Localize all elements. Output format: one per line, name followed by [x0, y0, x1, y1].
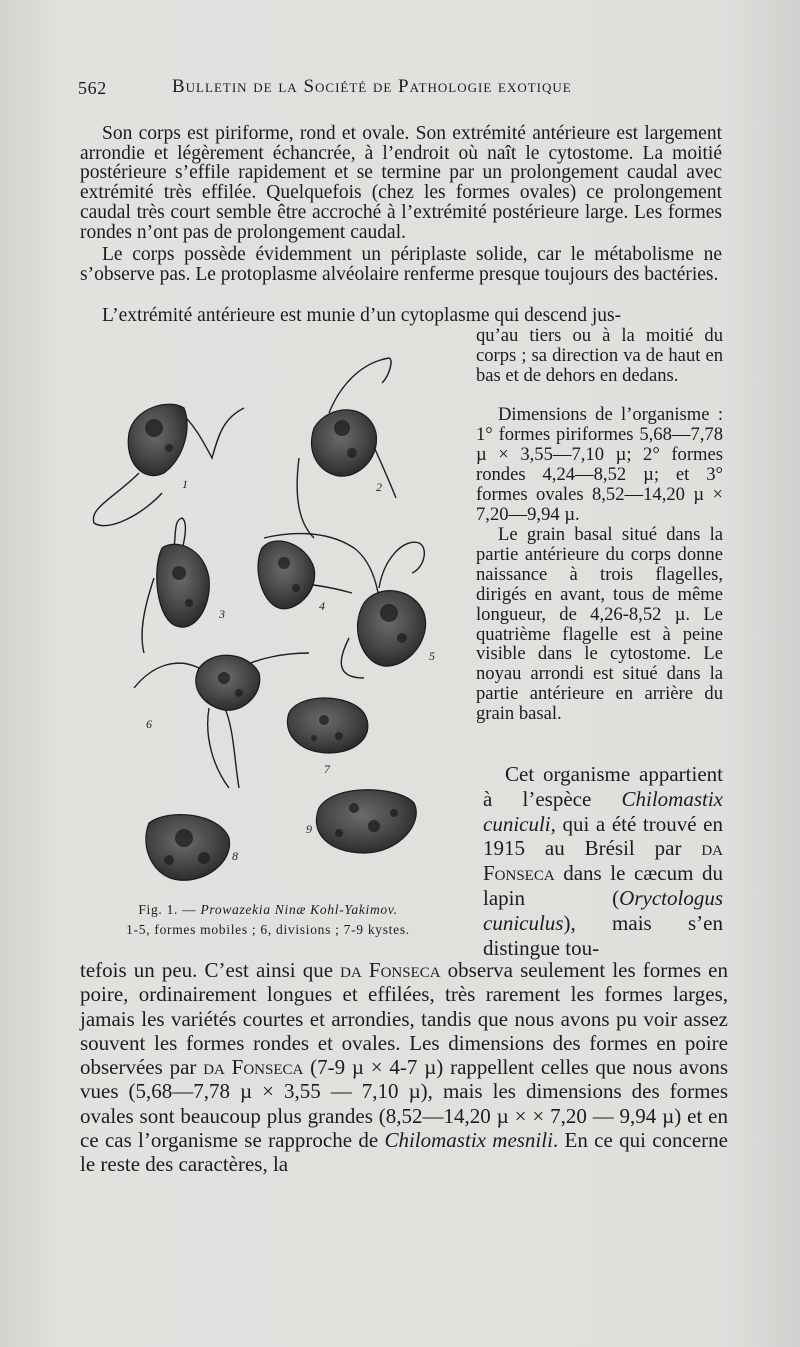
journal-title: Bulletin de la Société de Pathologie exotique [172, 76, 572, 97]
cell-6 [196, 655, 260, 710]
cell-8 [146, 815, 230, 881]
cell-1 [128, 404, 187, 475]
figure-label-8: 8 [232, 849, 238, 863]
comparison-text-d: . En ce qui concerne le reste des caractères, la [80, 1128, 728, 1177]
caption-prefix: Fig. 1. — [138, 902, 201, 917]
species-name: Chilomastix mesnili [384, 1128, 553, 1153]
author-name: da Fonseca [483, 836, 723, 886]
cell-5 [358, 591, 426, 666]
figure-label-6: 6 [146, 717, 152, 731]
cell-2 [312, 410, 377, 476]
species-text-d: ), mais s’en distingue tou- [483, 910, 723, 960]
paragraph-basal-grain: Le grain basal situé dans la partie antérieure du corps donne naissance à trois flagelles, dirigés en avant, tous de même longueur, de 4,26-8,52 µ. Le quatrième flagelle est à peine visible dans le cytostome. Le noyau arrondi est situé dans la partie antérieure en arrière du grain basal. [476, 524, 723, 725]
cell-9 [316, 790, 416, 853]
author-name: da Fonseca [203, 1055, 304, 1080]
figure-label-4: 4 [319, 599, 325, 613]
running-header [78, 72, 718, 102]
cell-7 [287, 698, 367, 753]
figure-label-2: 2 [376, 480, 382, 494]
caption-line-2: 1-5, formes mobiles ; 6, divisions ; 7-9 kystes. [126, 922, 410, 937]
figure-protozoa-drawings [84, 348, 474, 893]
paragraph-cytoplasm-rest: qu’au tiers ou à la moitié du corps ; sa direction va de haut en bas et de dehors en dedans. [476, 325, 723, 386]
paragraph-comparison [80, 958, 728, 1177]
figure-label-3: 3 [219, 607, 225, 621]
cytoplasm-first-line-text: L’extrémité antérieure est munie d’un cytoplasme qui descend jus- [102, 305, 622, 326]
cell-4 [258, 541, 315, 609]
species-name: Chilomastix cuniculi [483, 786, 723, 836]
comparison-text-a: tefois un peu. C’est ainsi que [80, 958, 341, 982]
caption-title: Prowazekia Ninæ Kohl-Yakimov. [200, 902, 398, 917]
cell-3 [157, 544, 210, 627]
species-text-a: Cet organisme appartient à l’espèce [483, 762, 723, 811]
page-number: 562 [78, 78, 107, 98]
paragraph-dimensions: Dimensions de l’organisme : 1° formes piriformes 5,68—7,78 µ × 3,55—7,10 µ; 2° formes rondes 4,24—8,52 µ; et 3° formes ovales 8,52—14,20 µ × 7,20—9,94 µ. [476, 404, 723, 525]
figure-label-7: 7 [324, 762, 330, 776]
figure-label-1: 1 [182, 477, 188, 491]
comparison-text-c: (7-9 µ × 4-7 µ) rappellent celles que nous avons vues (5,68—7,78 µ × 3,55 — 7,10 µ), mais les dimensions des formes ovales sont beaucoup plus grandes (8,52—14,20 µ × × 7,20 — 9,94 µ) et en ce cas l’organisme se rapproche de [80, 1055, 728, 1153]
figure-illustration [84, 348, 474, 893]
figure-label-5: 5 [429, 649, 435, 663]
paragraph-periplast: Le corps possède évidemment un périplaste solide, car le métabolisme ne s’observe pas. Le protoplasme alvéolaire renferme presque toujours des bactéries. [80, 244, 722, 285]
paragraph-body-shape: Son corps est piriforme, rond et ovale. Son extrémité antérieure est largement arrondie et légèrement échancrée, à l’endroit où naît le cytostome. La moitié postérieure s’effile rapidement et se termine par un prolongement caudal avec extrémité très effilée. Quelquefois (chez les formes ovales) ce prolongement caudal très court semble être accroché à l’extrémité postérieure large. Les formes rondes n’ont pas de prolongement caudal. [80, 123, 722, 243]
species-text-b: , qui a été trouvé en 1915 au Brésil par [483, 811, 723, 861]
paragraph-cytoplasm-first-line [80, 305, 730, 327]
species-text-c: dans le cæcum du lapin ( [483, 861, 723, 910]
figure-label-9: 9 [306, 822, 312, 836]
paragraph-species [483, 762, 723, 960]
host-name: Oryctologus cuniculus [483, 885, 723, 935]
caption-line-1 [78, 900, 458, 920]
figure-caption [78, 900, 458, 940]
author-name: da Fonseca [340, 958, 441, 982]
comparison-text-b: observa seulement les formes en poire, ordinairement longues et effilées, très rarement les formes larges, jamais les variétés courtes et arrondies, tandis que nous avons pu voir assez souvent les formes rondes et ovales. Les dimensions des formes en poire observées par [80, 958, 728, 1080]
